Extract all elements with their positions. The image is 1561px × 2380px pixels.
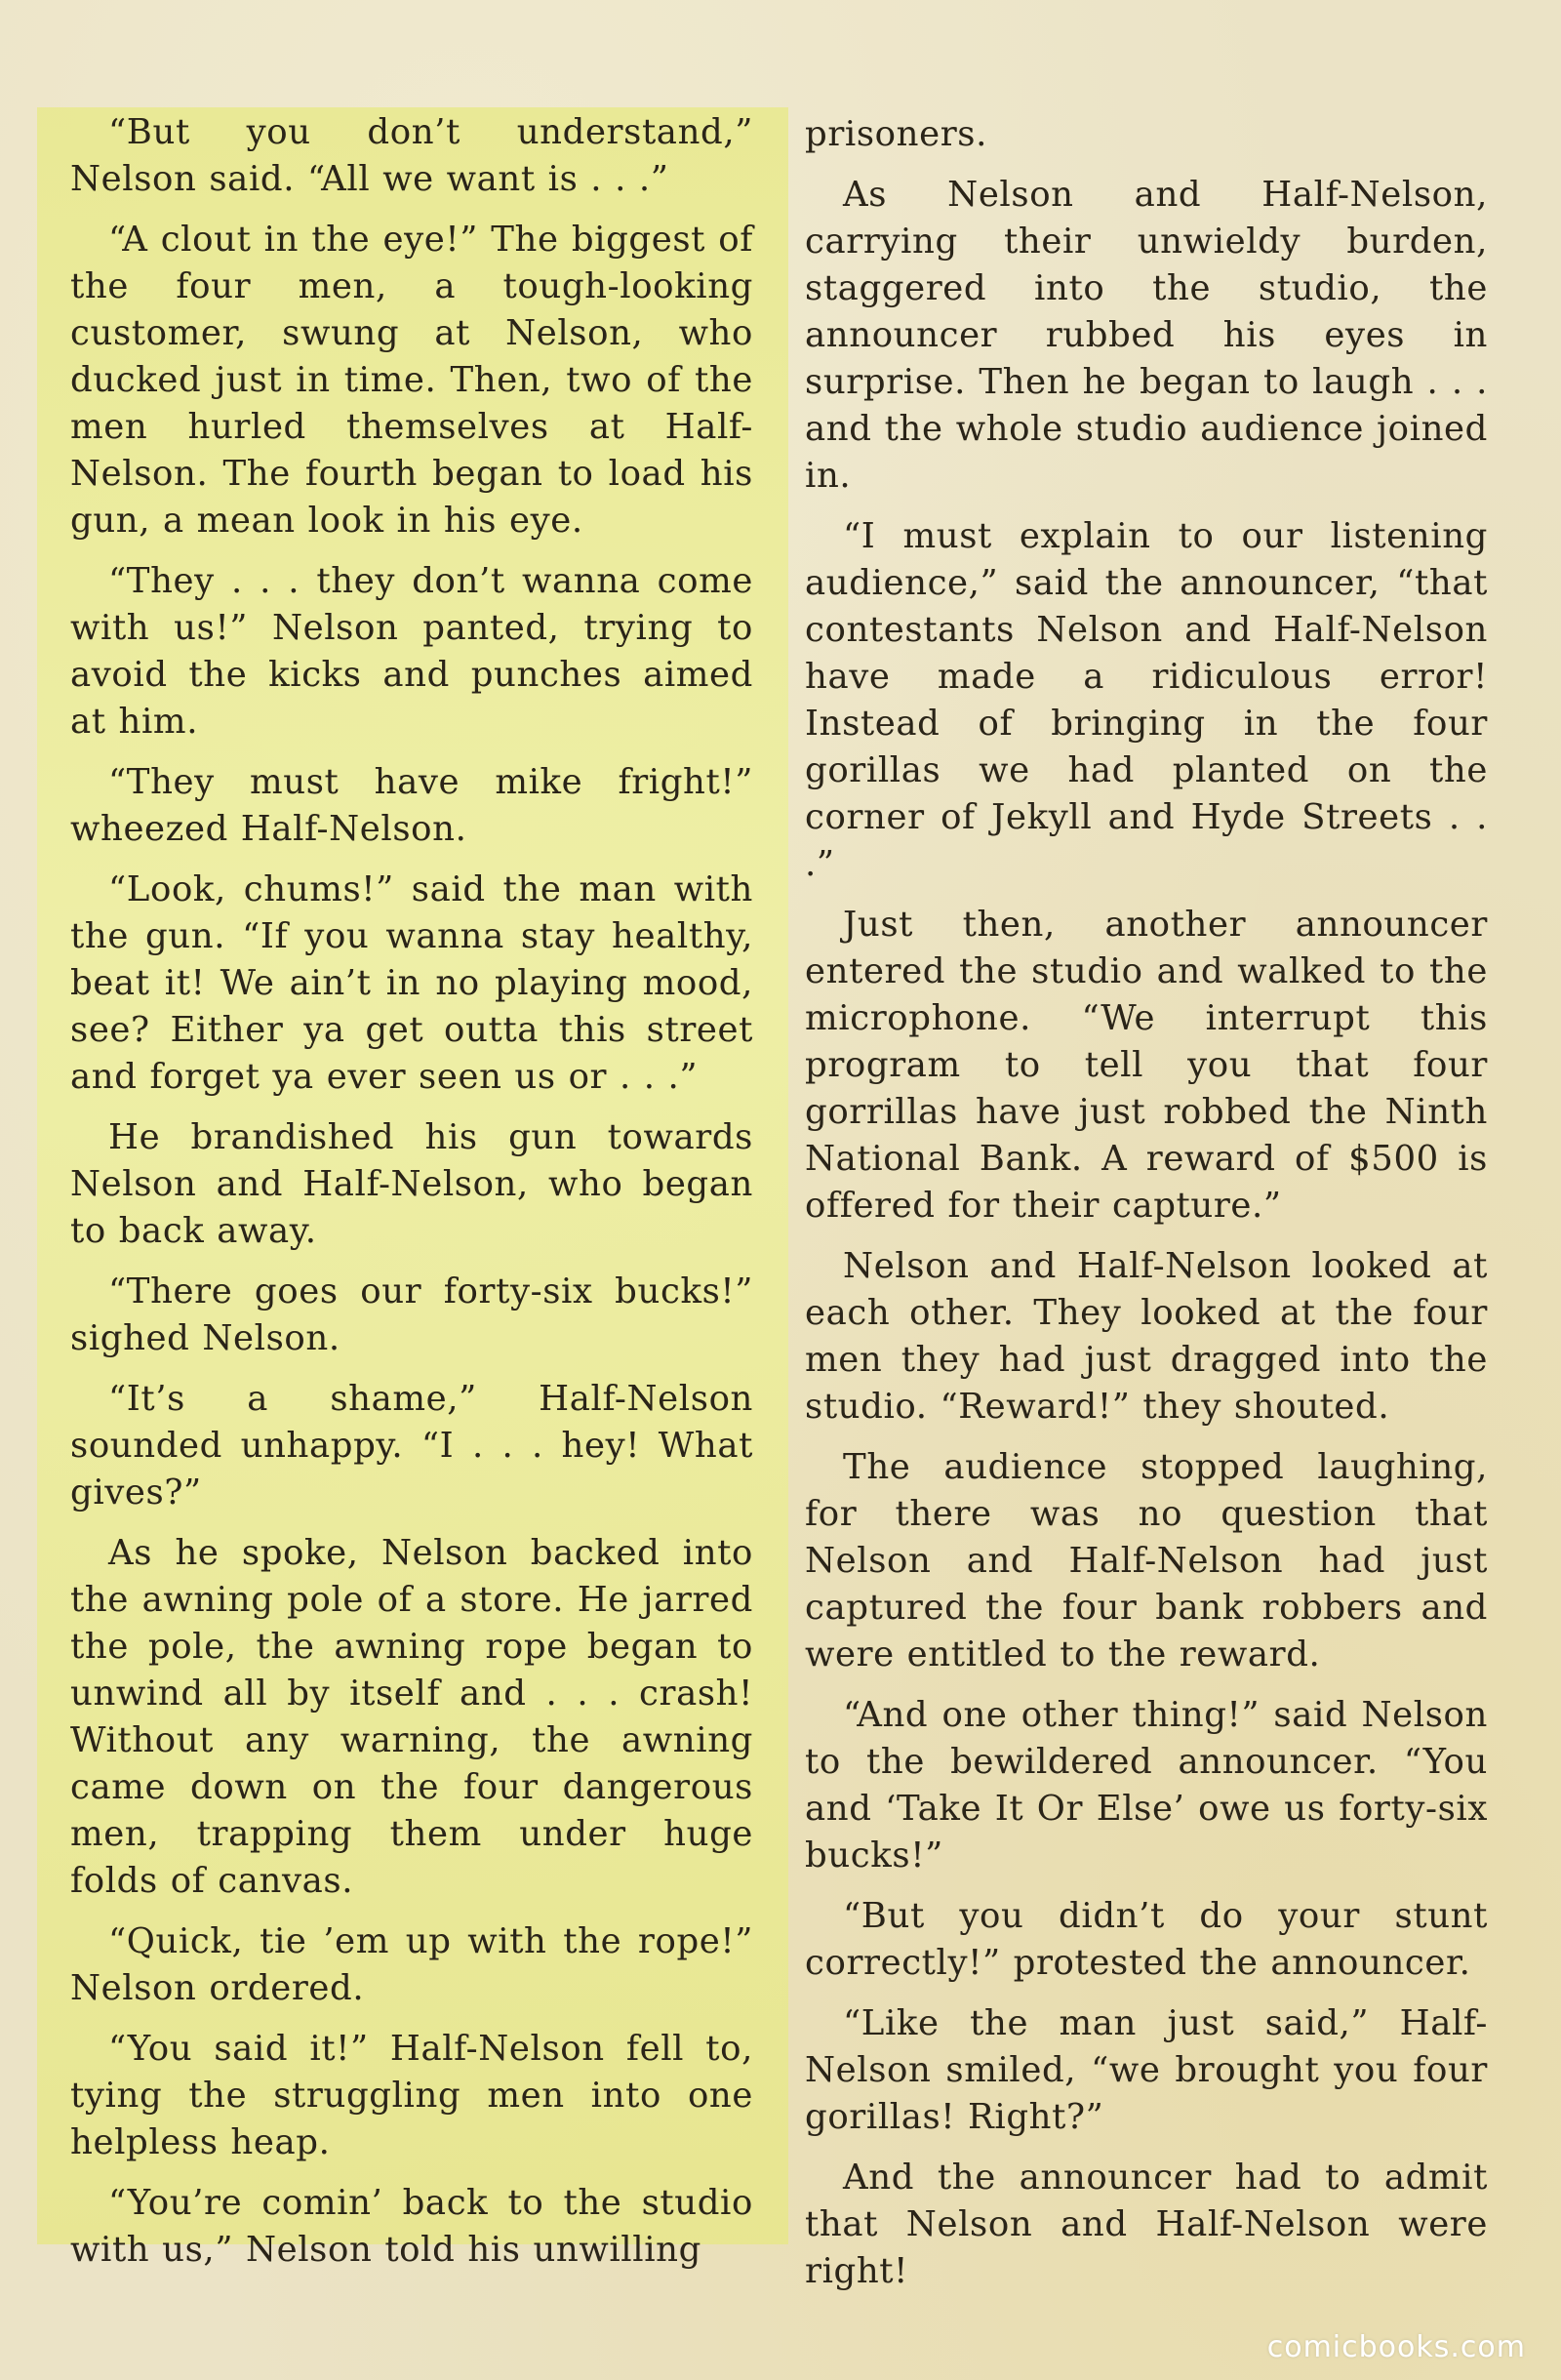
paragraph: prisoners. <box>805 114 987 154</box>
paragraph: “A clout in the eye!” The biggest of the four men, a tough-looking customer, swung at Nelson, who ducked just in time. Then, two of the men hurled themselves at Half-Nelson. The fourth began to load his gun, a mean look in his eye. <box>70 220 753 541</box>
left-text-column <box>70 109 753 2287</box>
paragraph: The audience stopped laughing, for there was no question that Nelson and Half-Nelson had just captured the four bank robbers and were entitled to the reward. <box>805 1447 1488 1674</box>
paragraph: And the announcer had to admit that Nelson and Half-Nelson were right! <box>805 2158 1488 2291</box>
paragraph: “It’s a shame,” Half-Nelson sounded unhappy. “I . . . hey! What gives?” <box>70 1379 753 1513</box>
paragraph: “They . . . they don’t wanna come with us!” Nelson panted, trying to avoid the kicks and punches aimed at him. <box>70 561 753 742</box>
paragraph: “Like the man just said,” Half-Nelson smiled, “we brought you four gorillas! Right?” <box>805 2003 1488 2137</box>
site-watermark: comicbooks.com <box>1266 2330 1526 2364</box>
paragraph: “They must have mike fright!” wheezed Half-Nelson. <box>70 762 753 849</box>
paragraph: Nelson and Half-Nelson looked at each other. They looked at the four men they had just dragged into the studio. “Reward!” they shouted. <box>805 1246 1488 1427</box>
paragraph: “But you didn’t do your stunt correctly!” protested the announcer. <box>805 1896 1488 1983</box>
paragraph: “You’re comin’ back to the studio with us,” Nelson told his unwilling <box>70 2183 753 2270</box>
paragraph: As he spoke, Nelson backed into the awning pole of a store. He jarred the pole, the awning rope began to unwind all by itself and . . . crash! Without any warning, the awning came down on the four dangerous men, trapping them under huge folds of canvas. <box>70 1533 753 1901</box>
paragraph: “There goes our forty-six bucks!” sighed Nelson. <box>70 1271 753 1358</box>
paragraph: As Nelson and Half-Nelson, carrying their unwieldy burden, staggered into the studio, the announcer rubbed his eyes in surprise. Then he began to laugh . . . and the whole studio audience joined in. <box>805 175 1488 496</box>
paragraph: “And one other thing!” said Nelson to the bewildered announcer. “You and ‘Take It Or Else’ owe us forty-six bucks!” <box>805 1695 1488 1876</box>
right-text-column <box>805 111 1488 2309</box>
paragraph: “Quick, tie ’em up with the rope!” Nelson ordered. <box>70 1921 753 2008</box>
paragraph: He brandished his gun towards Nelson and Half-Nelson, who began to back away. <box>70 1117 753 1251</box>
paragraph: “I must explain to our listening audience,” said the announcer, “that contestants Nelson and Half-Nelson have made a ridiculous error! Instead of bringing in the four gorillas we had planted on the corner of Jekyll and Hyde Streets . . .” <box>805 516 1488 884</box>
paragraph: Just then, another announcer entered the studio and walked to the microphone. “We interrupt this program to tell you that four gorrillas have just robbed the Ninth National Bank. A reward of $500 is offered for their capture.” <box>805 905 1488 1226</box>
paragraph: “But you don’t understand,” Nelson said. “All we want is . . .” <box>70 112 753 199</box>
paragraph: “Look, chums!” said the man with the gun. “If you wanna stay healthy, beat it! We ain’t in no playing mood, see? Either ya get outta this street and forget ya ever seen us or . . .” <box>70 869 753 1097</box>
paragraph: “You said it!” Half-Nelson fell to, tying the struggling men into one helpless heap. <box>70 2029 753 2162</box>
